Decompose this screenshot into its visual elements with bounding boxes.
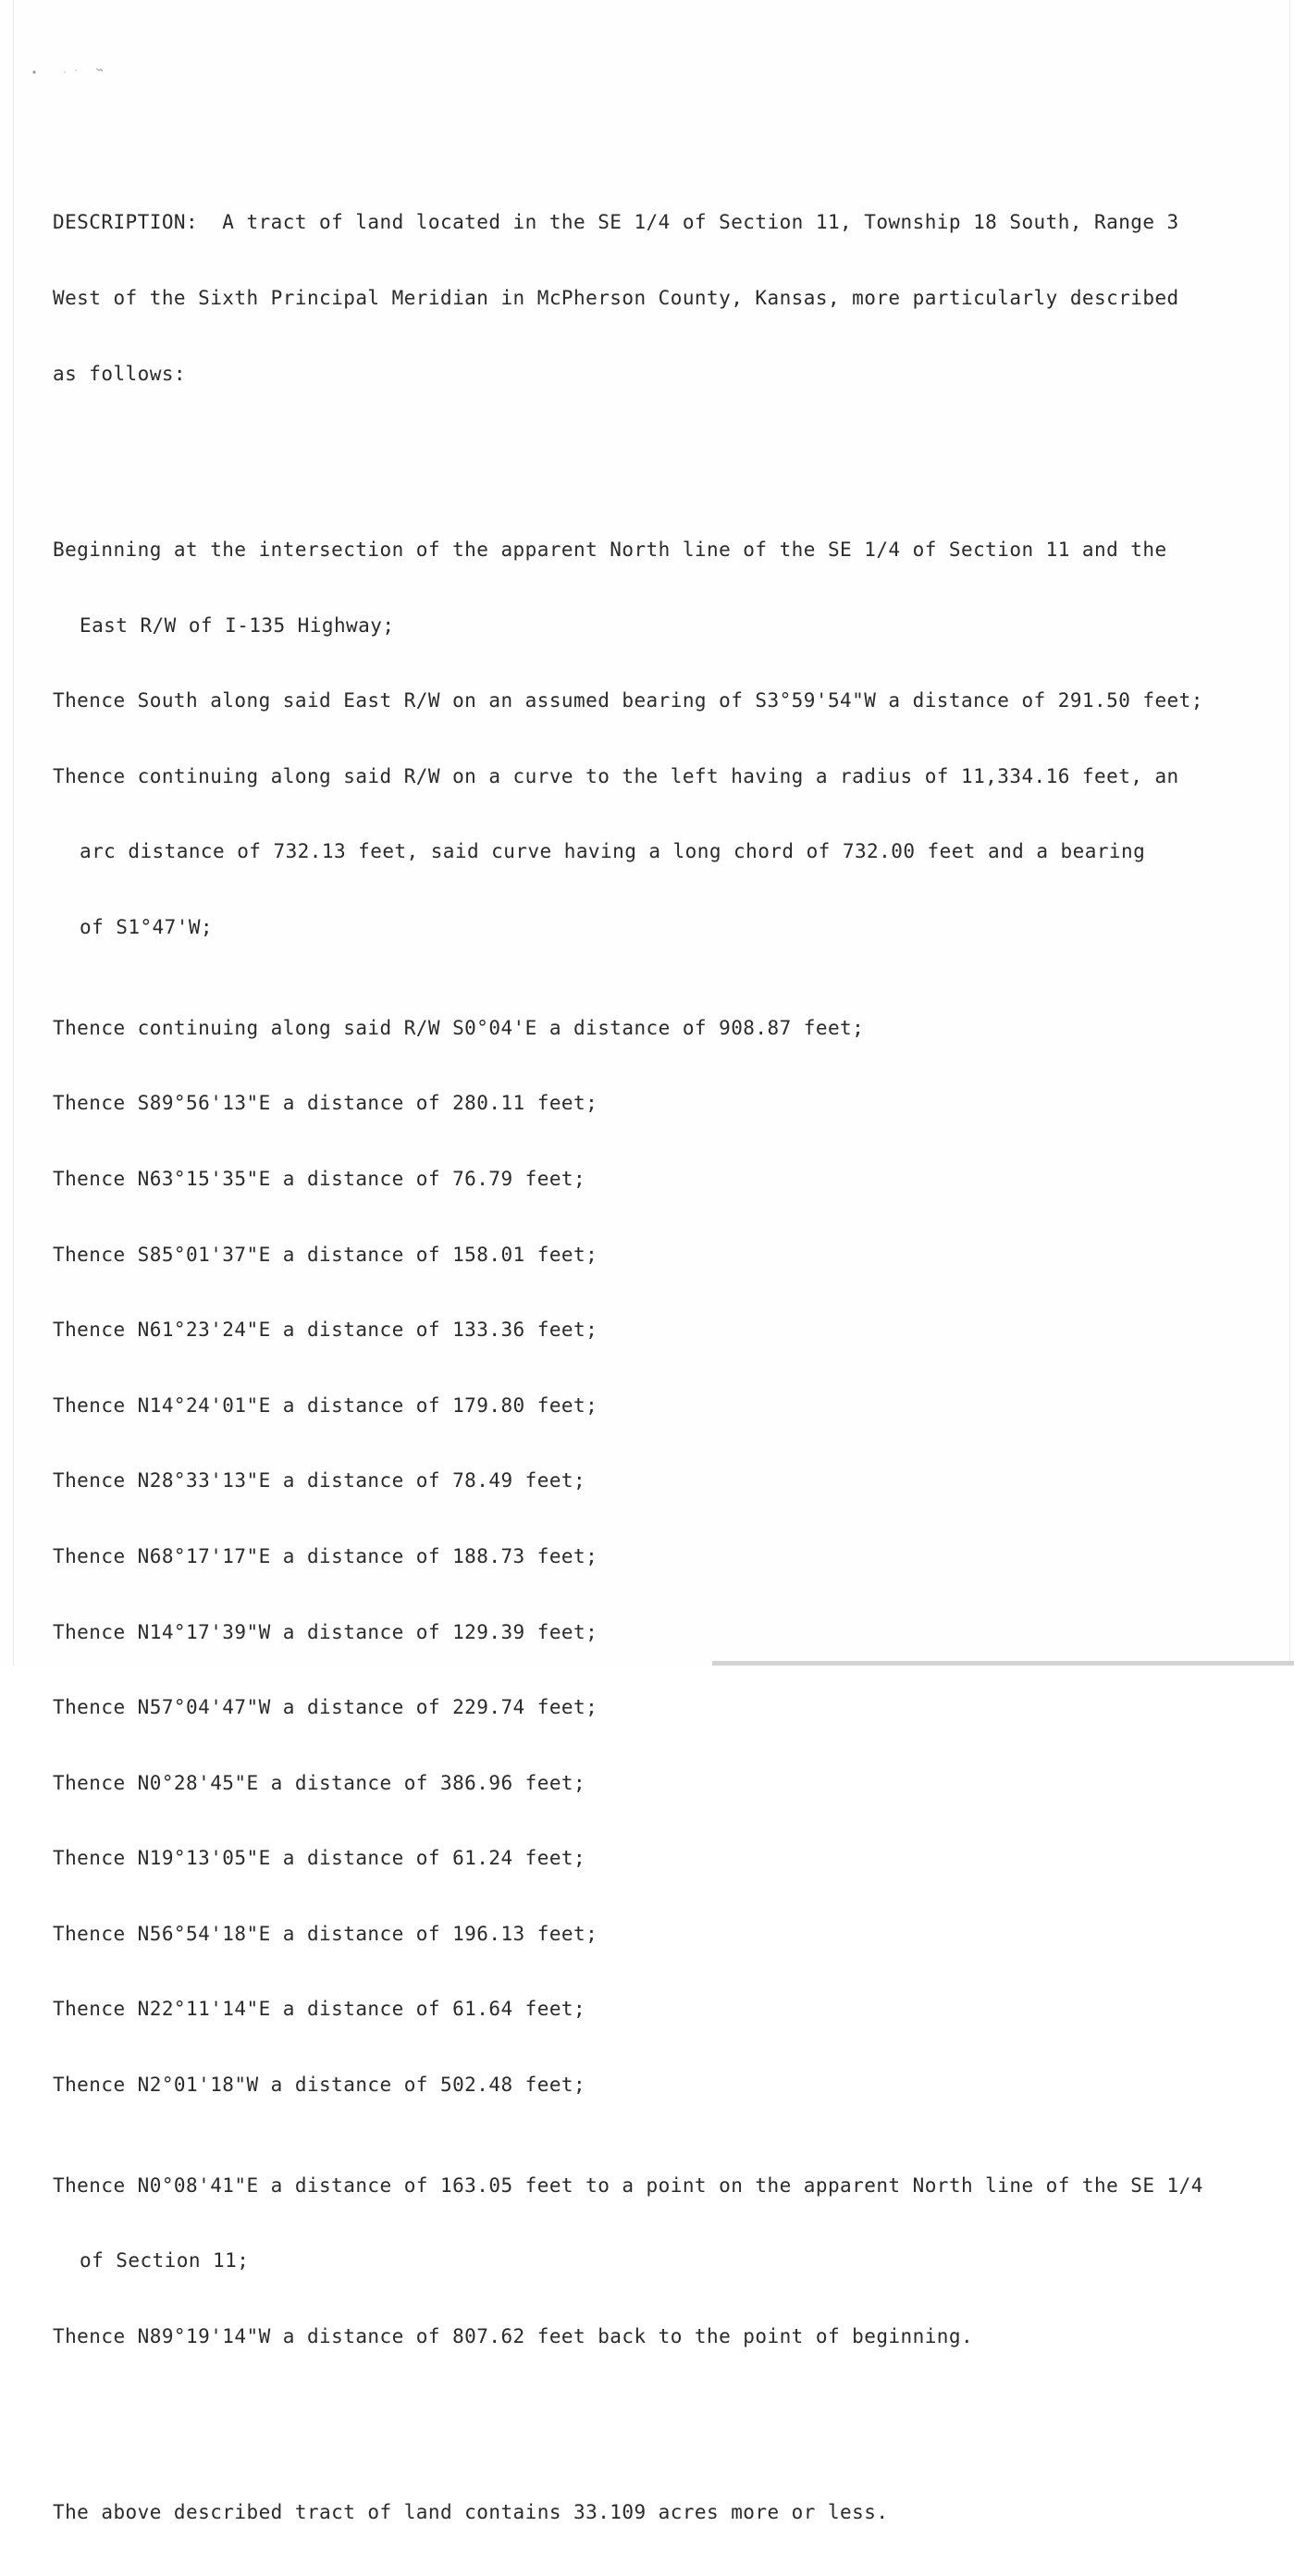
call-line: Thence S85°01'37"E a distance of 158.01 feet; bbox=[53, 1243, 598, 1266]
call-line: Thence N0°28'45"E a distance of 386.96 feet; bbox=[53, 1771, 586, 1794]
call-south: Thence South along said East R/W on an assumed bearing of S3°59'54"W a distance of 291.50 feet; bbox=[53, 689, 1203, 712]
call-to-north-line-1: Thence N0°08'41"E a distance of 163.05 feet to a point on the apparent North line of the SE 1/4 bbox=[53, 2174, 1203, 2197]
call-line: Thence N28°33'13"E a distance of 78.49 feet; bbox=[53, 1469, 586, 1492]
call-line: Thence continuing along said R/W S0°04'E a distance of 908.87 feet; bbox=[53, 1016, 865, 1039]
call-line: Thence N22°11'14"E a distance of 61.64 feet; bbox=[53, 1998, 586, 2021]
call-curve-line-2: arc distance of 732.13 feet, said curve having a long chord of 732.00 feet and a bearing bbox=[80, 840, 1146, 863]
call-line: Thence N57°04'47"W a distance of 229.74 feet; bbox=[53, 1696, 598, 1719]
beginning-line-1: Beginning at the intersection of the apparent North line of the SE 1/4 of Section 11 and the bbox=[53, 538, 1167, 561]
call-line: Thence S89°56'13"E a distance of 280.11 feet; bbox=[53, 1092, 598, 1115]
call-line: Thence N61°23'24"E a distance of 133.36 feet; bbox=[53, 1319, 598, 1342]
call-closing: Thence N89°19'14"W a distance of 807.62 feet back to the point of beginning. bbox=[53, 2325, 974, 2348]
call-to-north-line-2: of Section 11; bbox=[80, 2249, 250, 2273]
call-line: Thence N68°17'17"E a distance of 188.73 feet; bbox=[53, 1544, 598, 1567]
description-line-1: DESCRIPTION: A tract of land located in the SE 1/4 of Section 11, Township 18 South, Range 3 bbox=[53, 211, 1179, 234]
scan-specks bbox=[31, 65, 115, 78]
scan-right-edge bbox=[1289, 0, 1290, 1666]
call-line: Thence N63°15'35"E a distance of 76.79 feet; bbox=[53, 1167, 586, 1190]
description-line-2: West of the Sixth Principal Meridian in McPherson County, Kansas, more particularly described bbox=[53, 287, 1179, 309]
call-line: Thence N56°54'18"E a distance of 196.13 feet; bbox=[53, 1922, 598, 1945]
beginning-line-2: East R/W of I-135 Highway; bbox=[80, 613, 395, 637]
paragraph-gap bbox=[53, 437, 1283, 462]
call-line: Thence N14°17'39"W a distance of 129.39 feet; bbox=[53, 1620, 598, 1643]
paragraph-gap bbox=[53, 2400, 1283, 2425]
call-line: Thence N2°01'18"W a distance of 502.48 feet; bbox=[53, 2074, 586, 2097]
legal-description bbox=[53, 160, 1283, 2576]
scan-left-edge bbox=[13, 0, 14, 1666]
call-curve-line-1: Thence continuing along said R/W on a curve to the left having a radius of 11,334.16 feet, an bbox=[53, 764, 1179, 787]
description-line-3: as follows: bbox=[53, 362, 187, 385]
call-line: Thence N19°13'05"E a distance of 61.24 feet; bbox=[53, 1847, 586, 1870]
call-line: Thence N14°24'01"E a distance of 179.80 feet; bbox=[53, 1393, 598, 1417]
acreage-statement: The above described tract of land contains 33.109 acres more or less. bbox=[53, 2501, 889, 2524]
call-curve-line-3: of S1°47'W; bbox=[80, 915, 214, 938]
